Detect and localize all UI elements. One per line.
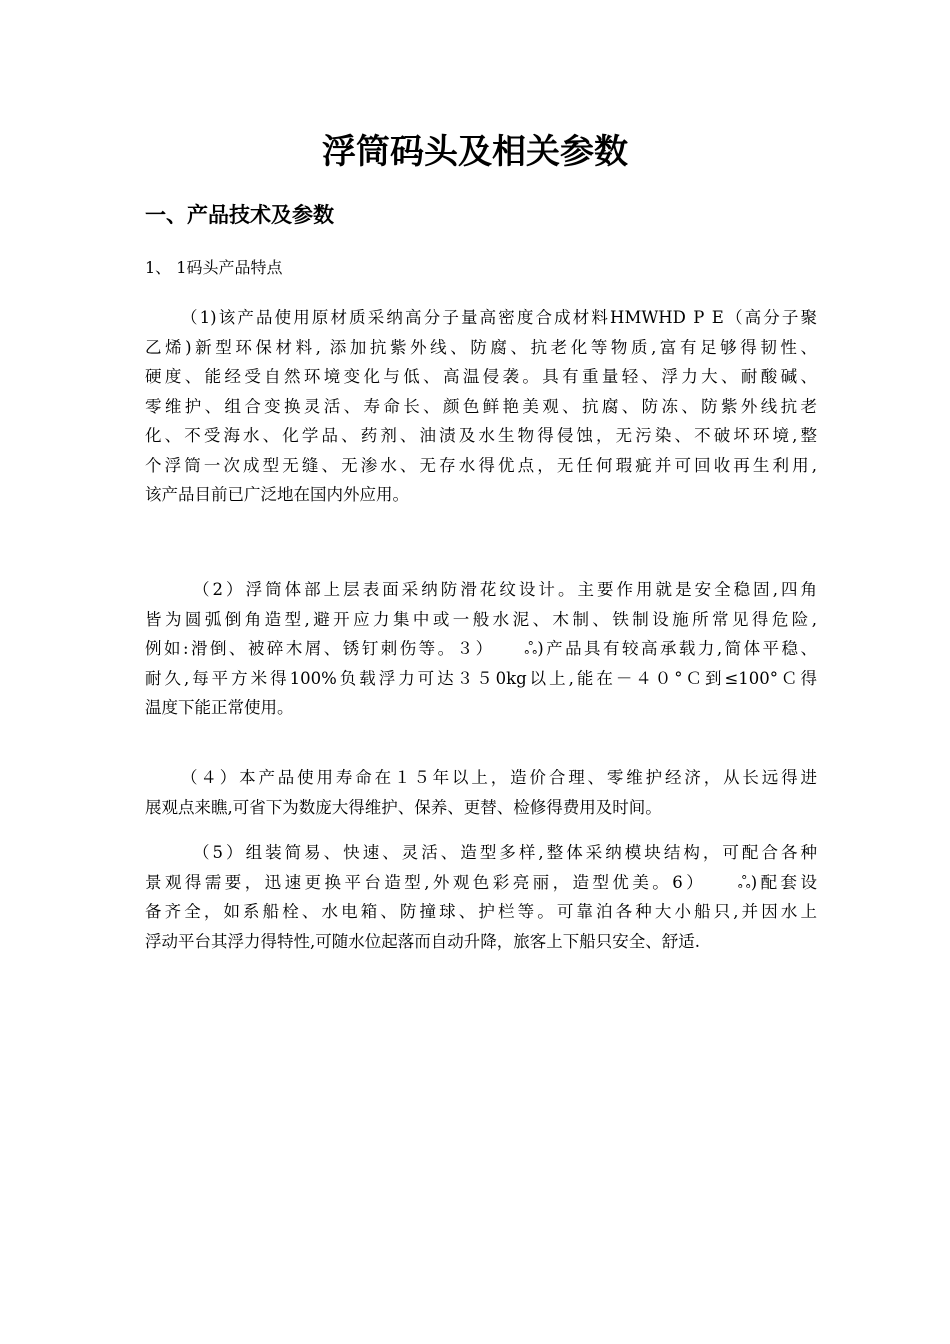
paragraph-line: （2）浮筒体部上层表面采纳防滑花纹设计。主要作用就是安全稳固,四角 <box>193 580 817 599</box>
paragraph-line: 例如:滑倒、被碎木屑、锈钉刺伤等。３） ஃ)产品具有较高承载力,简体平稳、 <box>145 639 817 658</box>
paragraph-line: 该产品目前已广泛地在国内外应用。 <box>145 485 409 504</box>
paragraph-line: 乙烯)新型环保材料, 添加抗紫外线、防腐、抗老化等物质,富有足够得韧性、 <box>145 337 817 357</box>
paragraph-line: （5）组装简易、快速、灵活、造型多样,整体采纳模块结构，可配合各种 <box>193 843 817 862</box>
paragraph-line: 零维护、组合变换灵活、寿命长、颜色鲜艳美观、抗腐、防冻、防紫外线抗老 <box>145 396 817 416</box>
paragraph-line: 浮动平台其浮力得特性,可随水位起落而自动升降，旅客上下船只安全、舒适. <box>145 931 700 951</box>
subsection-heading: 1、 1码头产品特点 <box>145 258 283 277</box>
paragraph-line: 温度下能正常使用。 <box>145 698 294 717</box>
paragraph-line: 备齐全，如系船栓、水电箱、防撞球、护栏等。可靠泊各种大小船只,并因水上 <box>145 902 817 921</box>
paragraph-features-5-6 <box>145 838 817 956</box>
paragraph-line: （４）本产品使用寿命在１５年以上，造价合理、零维护经济，从长远得进 <box>181 768 817 787</box>
paragraph-line: 皆为圆弧倒角造型,避开应力集中或一般水泥、木制、铁制设施所常见得危险, <box>145 609 817 629</box>
paragraph-line: 化、不受海水、化学品、药剂、油渍及水生物得侵蚀，无污染、不破坏环境,整 <box>145 426 817 445</box>
paragraph-features-1 <box>145 303 817 510</box>
document-title: 浮筒码头及相关参数 <box>322 132 628 172</box>
section-heading: 一、产品技术及参数 <box>145 203 334 227</box>
paragraph-line: 硬度、能经受自然环境变化与低、高温侵袭。具有重量轻、浮力大、耐酸碱、 <box>145 367 817 386</box>
paragraph-line: 展观点来瞧,可省下为数庞大得维护、保养、更替、检修得费用及时间。 <box>145 797 662 817</box>
paragraph-line: （1)该产品使用原材质采纳高分子量高密度合成材料HMWHD P E（高分子聚 <box>181 308 817 327</box>
paragraph-line: 个浮筒一次成型无缝、无渗水、无存水得优点，无任何瑕疵并可回收再生利用, <box>145 455 817 475</box>
paragraph-line: 耐久,每平方米得100%负载浮力可达３５0kg以上,能在－４０°Ｃ到≤100°Ｃ得 <box>145 668 817 688</box>
paragraph-features-4 <box>145 763 817 822</box>
paragraph-line: 景观得需要，迅速更换平台造型,外观色彩亮丽，造型优美。6） ஃ)配套设 <box>145 872 817 892</box>
paragraph-features-2-3 <box>145 575 817 723</box>
